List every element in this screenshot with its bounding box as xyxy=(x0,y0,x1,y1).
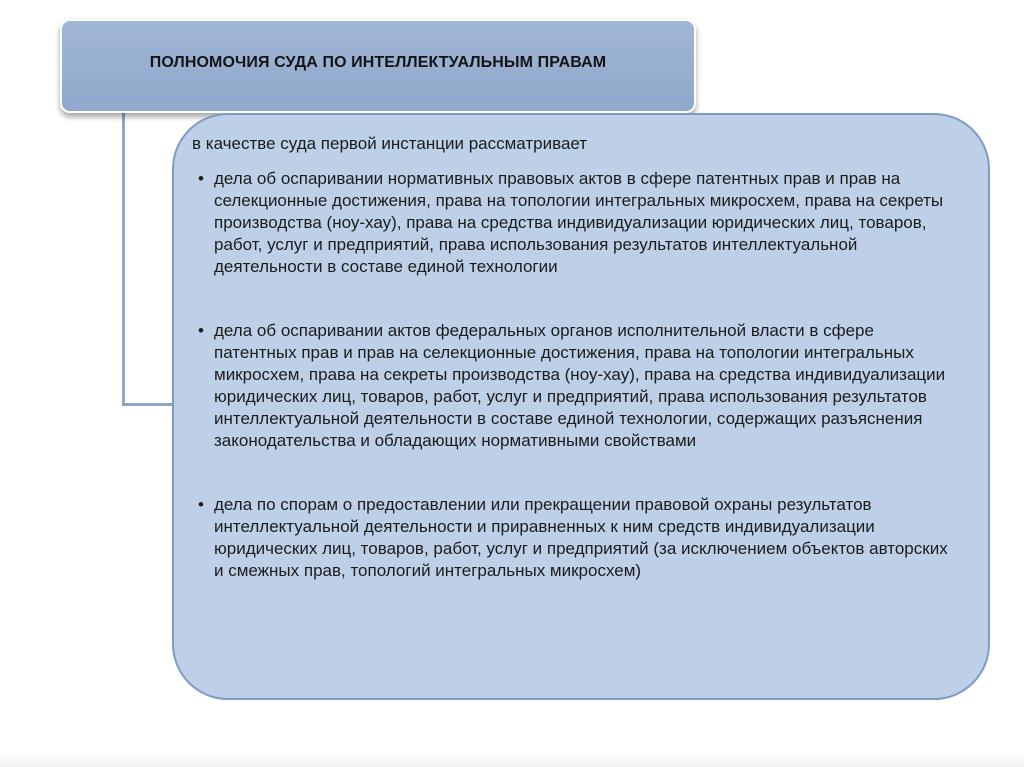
bullet-item xyxy=(192,494,958,582)
bullet-text: дела об оспаривании актов федеральных органов исполнительной власти в сфере патентных прав и прав на селекционные достижения, права на топологии интегральных микросхем, права на секреты производства (ноу-хау), права на средства индивидуализации юридических лиц, товаров, работ, услуг и предприятий, права использования результатов интеллектуальной деятельности в составе единой технологии, содержащих разъяснения законодательства и обладающих нормативными свойствами xyxy=(214,321,946,450)
bullet-icon: • xyxy=(198,495,204,514)
bullet-item xyxy=(192,320,958,452)
header-title: ПОЛНОМОЧИЯ СУДА ПО ИНТЕЛЛЕКТУАЛЬНЫМ ПРАВАМ xyxy=(149,54,607,71)
content-box xyxy=(172,113,990,700)
bullet-text: дела об оспаривании нормативных правовых актов в сфере патентных прав и прав на селекционные достижения, права на топологии интегральных микросхем, права на секреты производства (ноу-хау), права на средства индивидуализации юридических лиц, товаров, работ, услуг и предприятий, права использования результатов интеллектуальной деятельности в составе единой технологии xyxy=(214,169,944,276)
bullet-list xyxy=(192,168,958,582)
bullet-text: дела по спорам о предоставлении или прекращении правовой охраны результатов интеллектуальной деятельности и приравненных к ним средств индивидуализации юридических лиц, товаров, работ, услуг и предприятий (за исключением объектов авторских и смежных прав, топологий интегральных микросхем) xyxy=(214,495,948,580)
slide-bottom-edge xyxy=(0,753,1024,767)
bullet-icon: • xyxy=(198,169,204,188)
bullet-icon: • xyxy=(198,321,204,340)
content-lead: в качестве суда первой инстанции рассматривает xyxy=(192,134,588,153)
bullet-item xyxy=(192,168,958,278)
connector-line xyxy=(122,113,174,406)
header-box xyxy=(60,19,696,113)
